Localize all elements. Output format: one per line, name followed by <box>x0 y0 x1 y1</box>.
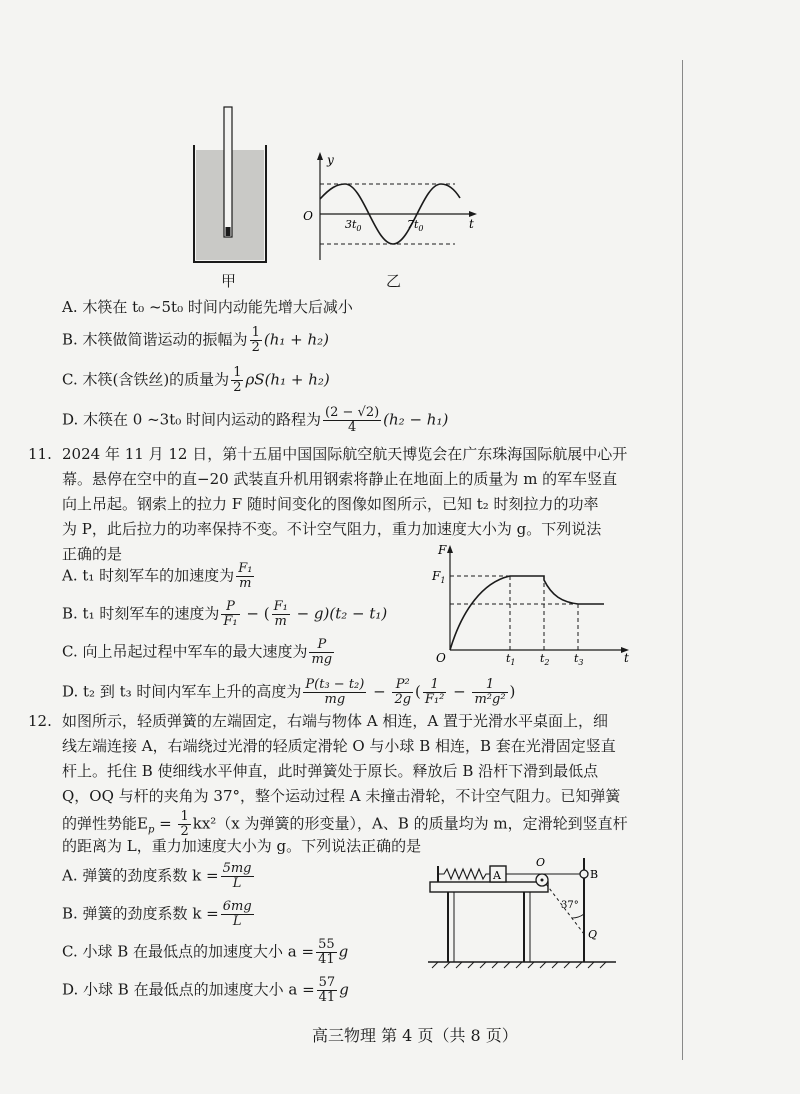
q11-stem-line-5: 正确的是 <box>62 545 123 563</box>
q11-number: 11. <box>28 445 52 463</box>
q12-stem-line-6: 的距离为 L，重力加速度大小为 g。下列说法正确的是 <box>62 837 422 855</box>
svg-text:O: O <box>536 856 546 869</box>
svg-text:B: B <box>590 868 599 881</box>
graph-t3: $t_3$ <box>574 652 584 667</box>
spring <box>438 869 490 879</box>
table-top <box>430 882 548 892</box>
q12-spring-pulley-figure <box>428 852 618 970</box>
q12-stem-line-5: 的弹性势能$E_p$ = $\frac{1}{2}$ kx²（x 为弹簧的形变量），A、B 的质量均为 m，定滑轮到竖直杆 <box>62 809 628 839</box>
q12-stem-line-3: 杆上。托住 B 使细线水平伸直，此时弹簧处于原长。释放后 B 沿杆下滑到最低点 <box>62 762 599 780</box>
page-edge-rule <box>682 60 683 1060</box>
figure-jia-label: 甲 <box>221 272 237 290</box>
q10-option-a: A. 木筷在 t₀ ~5t₀ 时间内动能先增大后减小 <box>62 298 353 316</box>
q10-option-d: D. 木筷在 0 ~3t₀ 时间内运动的路程为 $\frac{(2 - √2)}{4}$ (h₂ − h₁) <box>62 405 449 435</box>
q12-stem-line-2: 线左端连接 A，右端绕过光滑的轻质定滑轮 O 与小球 B 相连，B 套在光滑固定竖直 <box>62 737 616 755</box>
q11-stem-line-3: 向上吊起。钢索上的拉力 F 随时间变化的图像如图所示，已知 t₂ 时刻拉力的功率 <box>62 495 599 513</box>
q12-stem-line-1: 如图所示，轻质弹簧的左端固定，右端与物体 A 相连，A 置于光滑水平桌面上，细 <box>62 712 608 730</box>
yi-tick-3t0: $3t_0$ <box>345 218 362 233</box>
q10-option-b: B. 木筷做简谐运动的振幅为 $\frac{1}{2}$ (h₁ + h₂) <box>62 325 329 355</box>
q11-stem-line-1: 2024 年 11 月 12 日，第十五届中国国际航空航天博览会在广东珠海国际航展中心开 <box>62 445 628 463</box>
q11-option-b: B. t₁ 时刻军车的速度为 $\frac{P}{\text{F₁}}$ − ( $\frac{\text{F₁}}{m}$ − g)(t₂ − t₁) <box>62 599 388 629</box>
q12-option-b: B. 弹簧的劲度系数 k = $\frac{6mg}{L}$ <box>62 899 252 929</box>
q11-option-d: D. t₂ 到 t₃ 时间内军车上升的高度为 $\frac{\text{P(t₃ − t₂)}}{mg}$ − $\frac{\text{P²}}{2g}$ ( $\frac{1}{\text{F₁²}}$ − $\frac{1}{\text{m²g²}}$ ) <box>62 677 516 707</box>
force-curve <box>450 576 604 650</box>
q12-option-c: C. 小球 B 在最低点的加速度大小 a = $\frac{55}{41}$ g <box>62 937 349 967</box>
yi-tick-7t0: $7t_0$ <box>407 218 424 233</box>
figure-yi-sine-graph <box>305 150 485 265</box>
graph-axis-t: t <box>624 651 629 665</box>
graph-origin: O <box>436 651 446 665</box>
page-footer: 高三物理 第 4 页（共 8 页） <box>312 1026 518 1045</box>
figure-yi-label: 乙 <box>386 272 402 290</box>
svg-text:Q: Q <box>588 928 598 941</box>
chopstick <box>224 107 232 237</box>
svg-text:37°: 37° <box>561 900 579 911</box>
q11-option-a: A. t₁ 时刻军车的加速度为 $\frac{\text{F₁}}{m}$ <box>62 561 253 591</box>
svg-text:A: A <box>493 869 501 882</box>
q11-option-c: C. 向上吊起过程中军车的最大速度为 $\frac{P}{mg}$ <box>62 637 333 667</box>
q12-stem-line-4: Q，OQ 与杆的夹角为 37°，整个运动过程 A 未撞击滑轮，不计空气阻力。已知弹簧 <box>62 787 621 805</box>
iron-wire <box>226 227 231 236</box>
figure-jia-container <box>190 105 270 265</box>
q10-option-c: C. 木筷(含铁丝)的质量为 $\frac{1}{2}$ ρS(h₁ + h₂) <box>62 365 330 395</box>
q11-stem-line-2: 幕。悬停在空中的直−20 武装直升机用钢索将静止在地面上的质量为 m 的军车竖直 <box>62 470 618 488</box>
graph-axis-f: F <box>438 543 447 557</box>
q12-option-a: A. 弹簧的劲度系数 k = $\frac{5mg}{L}$ <box>62 861 252 891</box>
q11-stem-line-4: 为 P，此后拉力的功率保持不变。不计空气阻力，重力加速度大小为 g。下列说法 <box>62 520 602 538</box>
q12-option-d: D. 小球 B 在最低点的加速度大小 a = $\frac{57}{41}$ g <box>62 975 349 1005</box>
q12-number: 12. <box>28 712 52 730</box>
graph-t2: $t_2$ <box>540 652 550 667</box>
graph-t1: $t_1$ <box>506 652 516 667</box>
graph-f1-label: $F_1$ <box>432 569 446 585</box>
ball-b <box>580 870 588 878</box>
yi-axis-t: t <box>469 217 474 231</box>
yi-axis-y: y <box>327 153 334 167</box>
q11-force-time-graph <box>428 540 638 665</box>
yi-origin: O <box>303 209 313 223</box>
